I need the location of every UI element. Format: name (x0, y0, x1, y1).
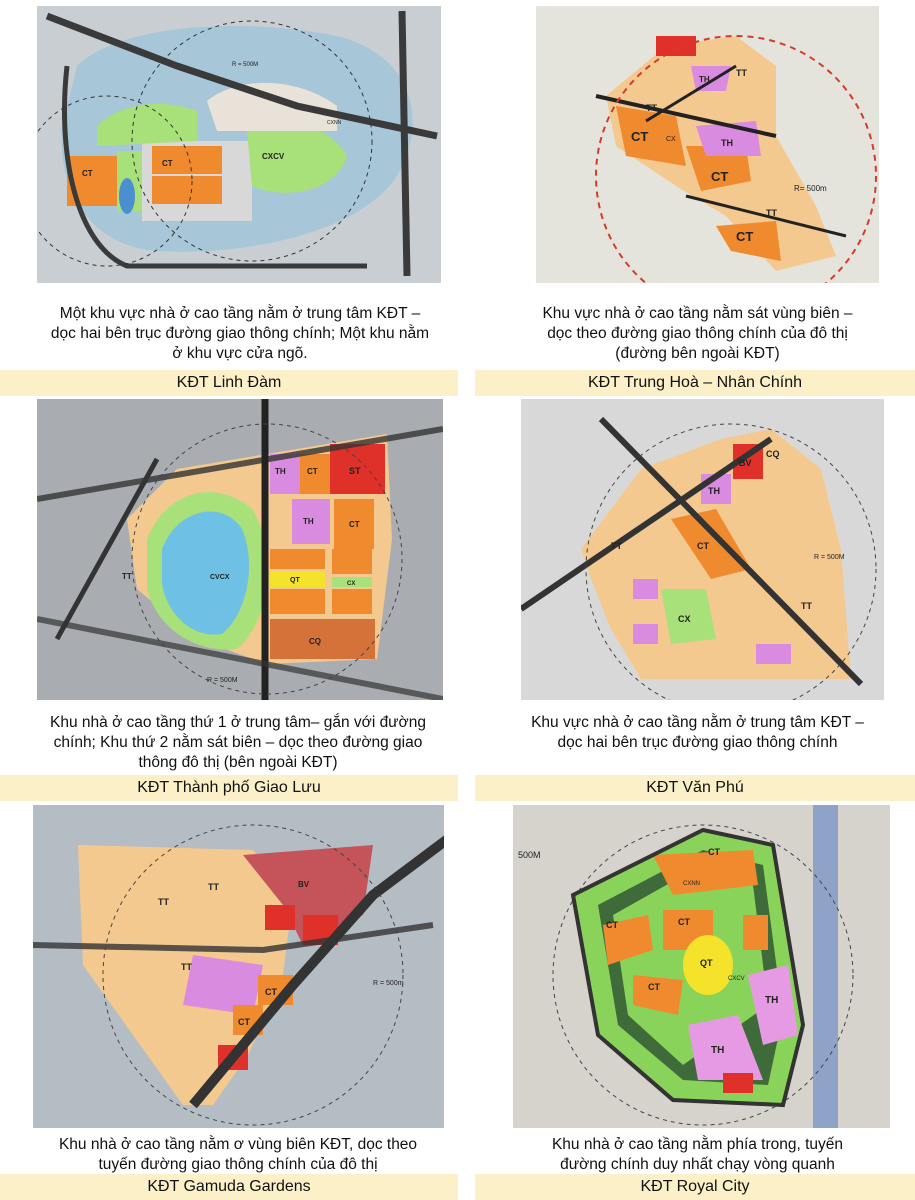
ct-label: CT (82, 169, 93, 178)
ct-label: CT (265, 987, 277, 997)
title-royal-city: KĐT Royal City (475, 1174, 915, 1200)
caption-gamuda (8, 1135, 468, 1175)
tt-label: TT (122, 572, 132, 581)
caption-giao-luu (8, 713, 468, 773)
ct-label: CT (349, 520, 360, 529)
map-trung-hoa (536, 6, 879, 283)
qt-label: QT (700, 958, 713, 968)
title-trung-hoa: KĐT Trung Hoà – Nhân Chính (475, 370, 915, 396)
caption-line: thông đô thị (bên ngoài KĐT) (138, 754, 338, 771)
th-label: TH (711, 1045, 725, 1056)
caption-line: dọc hai bên trục đường giao thông chính; Một khu nằm (50, 325, 430, 342)
caption-line: dọc hai bên trục đường giao thông chính (557, 734, 838, 751)
radius-label: R = 500m (373, 980, 404, 987)
ct-label: CT (307, 467, 318, 476)
caption-line: Khu nhà ở cao tầng thứ 1 ở trung tâm– gắn với đường (50, 714, 426, 731)
caption-linh-dam (20, 304, 460, 364)
cq-label: CQ (309, 637, 321, 646)
tt-label: TT (158, 897, 169, 907)
th-label: TH (699, 75, 710, 84)
cxcv-label: CXCV (262, 152, 285, 161)
caption-line: (đường bên ngoài KĐT) (615, 345, 780, 362)
caption-line: tuyến đường giao thông chính của đô thị (98, 1156, 378, 1173)
caption-line: Một khu vực nhà ở cao tầng nằm ở trung tâm KĐT – (59, 305, 421, 322)
st-label: ST (349, 466, 361, 476)
ct-label: CT (162, 159, 173, 168)
caption-line: đường chính duy nhất chạy vòng quanh (560, 1156, 835, 1173)
title-gamuda: KĐT Gamuda Gardens (0, 1174, 458, 1200)
th-label: TH (708, 486, 720, 496)
map-royal-city (513, 805, 890, 1128)
ct-label: CT (648, 982, 660, 992)
cxnn-label: CXNN (683, 881, 701, 887)
th-label: TH (721, 138, 733, 148)
tt-label: TT (646, 103, 657, 113)
title-van-phu: KĐT Văn Phú (475, 775, 915, 801)
th-label: TH (275, 467, 286, 476)
cxcv-label: CXCV (728, 976, 745, 982)
th-label: TH (303, 517, 314, 526)
ct-label: CT (711, 169, 729, 184)
qt-label: QT (290, 577, 300, 584)
caption-line: Khu vực nhà ở cao tầng nằm sát vùng biên – (542, 305, 853, 322)
title-linh-dam: KĐT Linh Đàm (0, 370, 458, 396)
caption-line: chính; Khu thứ 2 nằm sát biên – dọc theo đường giao (53, 734, 423, 751)
ct-label: CT (678, 917, 690, 927)
radius-label: R = 500M (814, 554, 845, 561)
cx-label: CX (666, 136, 676, 143)
ct-label: CT (238, 1017, 250, 1027)
map-giao-luu (37, 399, 443, 700)
radius-label: R = 500M (232, 62, 259, 68)
ct-label: CT (736, 229, 754, 244)
th-label: TH (765, 995, 779, 1006)
caption-line: ở khu vực cửa ngõ. (172, 345, 308, 362)
tt-label: TT (766, 208, 777, 218)
map-gamuda (33, 805, 444, 1128)
caption-trung-hoa (480, 304, 915, 364)
map-van-phu (521, 399, 884, 700)
cx-label: CX (678, 614, 691, 624)
tt-label: TT (611, 541, 622, 551)
cq-label: CQ (766, 449, 780, 459)
radius-label: R = 500M (207, 677, 238, 684)
title-giao-luu: KĐT Thành phố Giao Lưu (0, 775, 458, 801)
tt-label: TT (208, 882, 219, 892)
ct-label: CT (708, 847, 720, 857)
caption-van-phu (480, 713, 915, 753)
caption-royal-city (480, 1135, 915, 1175)
caption-line: dọc theo đường giao thông chính của đô thị (547, 325, 848, 342)
bv-label: BV (298, 880, 310, 889)
map-linh-dam (37, 6, 441, 283)
tt-label: TT (736, 68, 747, 78)
tt-label: TT (801, 601, 812, 611)
radius-label: R= 500m (794, 184, 827, 193)
cx-label: CX (347, 581, 356, 587)
cxnn-label: CXNN (327, 120, 342, 126)
tt-label: TT (181, 962, 192, 972)
ct-label: CT (606, 920, 618, 930)
caption-line: Khu nhà ở cao tầng nằm phía trong, tuyến (551, 1136, 844, 1153)
ct-label: CT (631, 129, 649, 144)
bv-label: BV (739, 458, 752, 468)
caption-line: Khu vực nhà ở cao tầng nằm ở trung tâm KĐT – (531, 714, 864, 731)
cvcx-label: CVCX (210, 574, 230, 581)
caption-line: Khu nhà ở cao tầng nằm ơ vùng biên KĐT, dọc theo (58, 1136, 418, 1153)
radius-label: 500M (518, 850, 541, 860)
ct-label: CT (697, 541, 709, 551)
